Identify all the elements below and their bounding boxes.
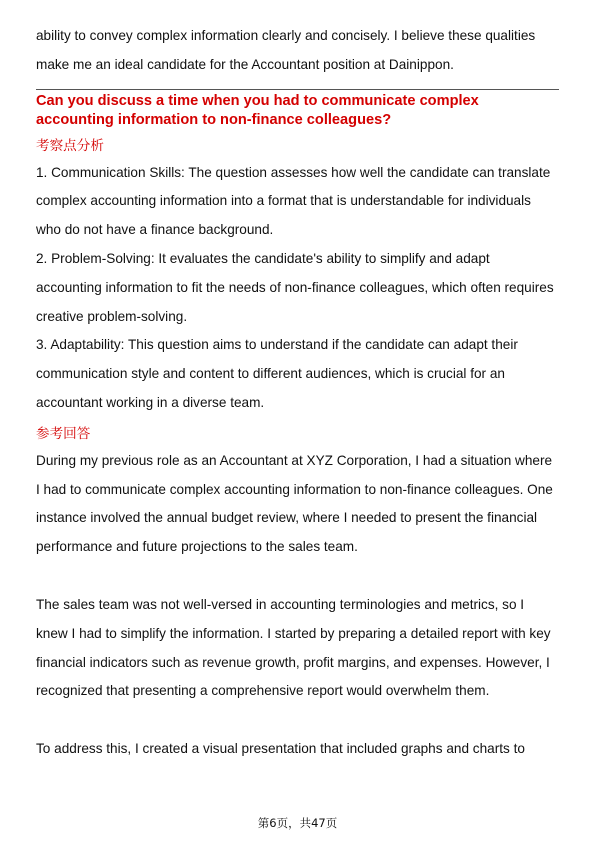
answer-section [36, 425, 559, 764]
paragraph-spacer [36, 562, 559, 591]
analysis-point: 1. Communication Skills: The question assesses how well the candidate can translate complex accounting information into a format that is understandable for individuals who do not have a finance background. [36, 164, 551, 238]
intro-continuation-text: ability to convey complex information clearly and concisely. I believe these qualities make me an ideal candidate for the Accountant position at Dainippon. [36, 28, 536, 72]
analysis-points-list [36, 159, 559, 418]
analysis-heading: 考察点分析 [36, 137, 104, 154]
answer-heading: 参考回答 [36, 425, 91, 442]
analysis-section [36, 137, 559, 418]
answer-paragraph: To address this, I created a visual presentation that included graphs and charts to [36, 741, 525, 757]
answer-paragraph: The sales team was not well-versed in accounting terminologies and metrics, so I knew I had to simplify the information. I started by preparing a detailed report with key financial indicators such as revenue growth, profit margins, and expenses. However, I recognized that presenting a comprehensive report would overwhelm them. [36, 596, 551, 699]
analysis-point: 2. Problem-Solving: It evaluates the candidate's ability to simplify and adapt accounting information to fit the needs of non-finance colleagues, which often requires creative problem-solving. [36, 250, 554, 324]
document-page [36, 22, 559, 764]
page-number-footer: 第6页，共47页 [257, 816, 338, 830]
paragraph-spacer [36, 706, 559, 735]
answer-paragraph: During my previous role as an Accountant at XYZ Corporation, I had a situation where I had to communicate complex accounting information to non-finance colleagues. One instance involved the annual budget review, where I needed to present the financial performance and future projections to the sales team. [36, 452, 553, 555]
section-divider [36, 89, 559, 90]
question-heading: Can you discuss a time when you had to communicate complex accounting information to non-finance colleagues? [36, 92, 479, 128]
analysis-point: 3. Adaptability: This question aims to understand if the candidate can adapt their communication style and content to different audiences, which is crucial for an accountant working in a diverse team. [36, 337, 518, 410]
